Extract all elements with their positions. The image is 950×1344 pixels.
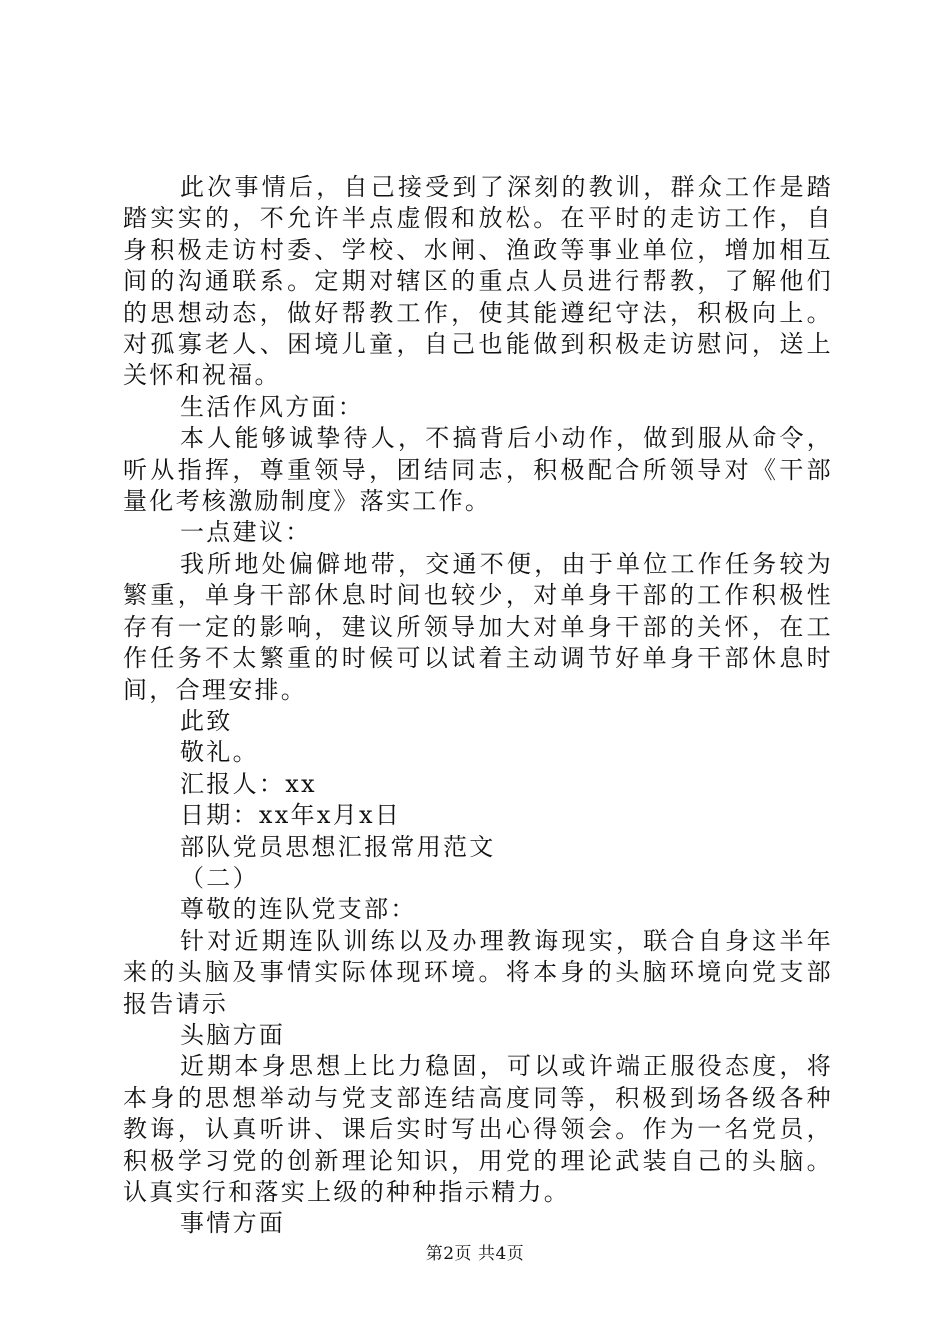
paragraph-6: 此致 — [180, 706, 233, 735]
paragraph-7: 敬礼。 — [180, 738, 259, 767]
paragraph-15: 近期本身思想上比力稳固，可以或许端正服役态度，将本身的思想举动与党支部连结高度同等，积极到场各级各种教诲，认真听讲、课后实时写出心得领会。作为一名党员，积极学习党的创新理论知识，用党的理论武装自己的头脑。认真实行和落实上级的种种指示精力。 — [123, 1052, 833, 1206]
paragraph-3: 本人能够诚挚待人，不搞背后小动作，做到服从命令，听从指挥，尊重领导，团结同志，积极配合所领导对《干部量化考核激励制度》落实工作。 — [123, 424, 833, 516]
paragraph-1: 此次事情后，自己接受到了深刻的教训，群众工作是踏踏实实的，不允许半点虚假和放松。在平时的走访工作，自身积极走访村委、学校、水闸、渔政等事业单位，增加相互间的沟通联系。定期对辖区的重点人员进行帮教，了解他们的思想动态，做好帮教工作，使其能遵纪守法，积极向上。对孤寡老人、困境儿童，自己也能做到积极走访慰问，送上关怀和祝福。 — [123, 173, 833, 390]
paragraph-11: （二） — [180, 863, 259, 892]
page-number-footer: 第2页 共4页 — [425, 1244, 525, 1264]
paragraph-10: 部队党员思想汇报常用范文 — [180, 832, 496, 861]
paragraph-16: 事情方面 — [180, 1209, 286, 1238]
paragraph-12: 尊敬的连队党支部： — [180, 895, 417, 924]
paragraph-4: 一点建议： — [180, 518, 312, 547]
paragraph-14: 头脑方面 — [180, 1020, 286, 1049]
document-body — [123, 172, 833, 1240]
paragraph-9: 日期：xx年x月x日 — [180, 801, 402, 830]
paragraph-13: 针对近期连队训练以及办理教诲现实，联合自身这半年来的头脑及事情实际体现环境。将本身的头脑环境向党支部报告请示 — [123, 926, 833, 1018]
paragraph-8: 汇报人：xx — [180, 769, 317, 798]
paragraph-2: 生活作风方面： — [180, 392, 365, 421]
paragraph-5: 我所地处偏僻地带，交通不便，由于单位工作任务较为繁重，单身干部休息时间也较少，对单身干部的工作积极性存有一定的影响，建议所领导加大对单身干部的关怀，在工作任务不太繁重的时候可以试着主动调节好单身干部休息时间，合理安排。 — [123, 549, 833, 704]
